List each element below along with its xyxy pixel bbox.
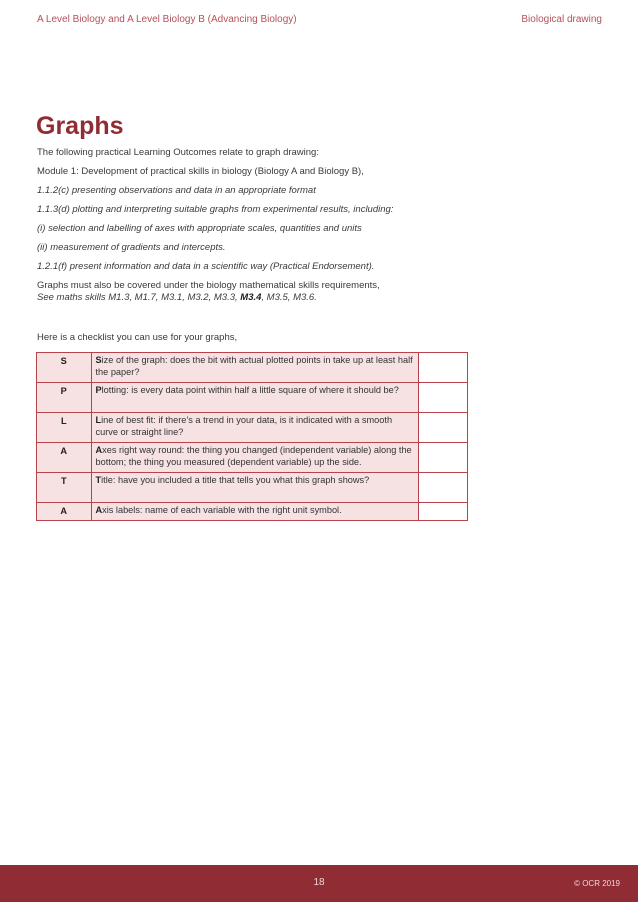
checklist-description bbox=[91, 473, 418, 503]
checklist-letter: A bbox=[37, 503, 92, 521]
checklist-letter: L bbox=[37, 413, 92, 443]
checklist-text: lotting: is every data point within half a little square of where it should be? bbox=[101, 385, 399, 395]
checklist-description bbox=[91, 413, 418, 443]
checklist-letter: P bbox=[37, 383, 92, 413]
maths-skills-prefix: See maths skills M1.3, M1.7, M3.1, M3.2, M3.3, bbox=[37, 292, 241, 303]
checklist-text: itle: have you included a title that tells you what this graph shows? bbox=[101, 475, 370, 485]
page-footer bbox=[0, 865, 638, 902]
header-right-section: Biological drawing bbox=[521, 14, 602, 25]
maths-requirements-line: Graphs must also be covered under the biology mathematical skills requirements, bbox=[37, 280, 380, 291]
page-title: Graphs bbox=[36, 112, 124, 140]
checklist-letter: S bbox=[37, 353, 92, 383]
checklist-description bbox=[91, 353, 418, 383]
checklist-description bbox=[91, 443, 418, 473]
checklist-initial: S bbox=[95, 355, 102, 365]
checklist-intro: Here is a checklist you can use for your graphs, bbox=[37, 332, 238, 343]
maths-skill-highlight: M3.4 bbox=[240, 292, 262, 303]
maths-skills-suffix: , M3.5, M3.6. bbox=[261, 292, 317, 303]
checklist-initial: L bbox=[95, 415, 102, 425]
header-left-title: A Level Biology and A Level Biology B (Advancing Biology) bbox=[37, 14, 297, 25]
checklist-initial: A bbox=[95, 505, 103, 515]
checklist-tick-box[interactable] bbox=[418, 443, 467, 473]
module-line: Module 1: Development of practical skills in biology (Biology A and Biology B), bbox=[37, 166, 364, 177]
checklist-tick-box[interactable] bbox=[418, 413, 467, 443]
checklist-row bbox=[37, 353, 468, 383]
graph-checklist-table bbox=[36, 352, 468, 521]
outcome-item: (ii) measurement of gradients and intercepts. bbox=[37, 242, 226, 253]
checklist-description bbox=[91, 383, 418, 413]
checklist-row bbox=[37, 383, 468, 413]
outcome-item: 1.1.3(d) plotting and interpreting suitable graphs from experimental results, including: bbox=[37, 204, 394, 215]
page-number: 18 bbox=[313, 877, 325, 888]
checklist-tick-box[interactable] bbox=[418, 353, 467, 383]
checklist-text: xis labels: name of each variable with the right unit symbol. bbox=[102, 505, 342, 515]
outcome-item: 1.1.2(c) presenting observations and data in an appropriate format bbox=[37, 185, 316, 196]
checklist-tick-box[interactable] bbox=[418, 473, 467, 503]
checklist-row bbox=[37, 473, 468, 503]
intro-block bbox=[37, 147, 477, 304]
copyright-notice: © OCR 2019 bbox=[574, 879, 620, 888]
checklist-tick-box[interactable] bbox=[418, 503, 467, 521]
checklist-letter: A bbox=[37, 443, 92, 473]
checklist-text: ize of the graph: does the bit with actual plotted points in take up at least half the paper? bbox=[95, 355, 413, 377]
checklist-row bbox=[37, 413, 468, 443]
checklist-text: ine of best fit: if there’s a trend in your data, is it indicated with a smooth curve or straight line? bbox=[95, 415, 393, 437]
checklist-tick-box[interactable] bbox=[418, 383, 467, 413]
checklist-row bbox=[37, 503, 468, 521]
outcome-item: 1.2.1(f) present information and data in a scientific way (Practical Endorsement). bbox=[37, 261, 375, 272]
checklist-initial: A bbox=[95, 445, 103, 455]
checklist-text: xes right way round: the thing you changed (independent variable) along the bottom; the thing you measured (dependent variable) up the side. bbox=[95, 445, 412, 467]
checklist-letter: T bbox=[37, 473, 92, 503]
checklist-description bbox=[91, 503, 418, 521]
checklist-initial: T bbox=[95, 475, 102, 485]
intro-line: The following practical Learning Outcomes relate to graph drawing: bbox=[37, 147, 319, 158]
outcome-item: (i) selection and labelling of axes with appropriate scales, quantities and units bbox=[37, 223, 362, 234]
checklist-initial: P bbox=[95, 385, 102, 395]
checklist-row bbox=[37, 443, 468, 473]
maths-skills-line bbox=[37, 292, 477, 304]
